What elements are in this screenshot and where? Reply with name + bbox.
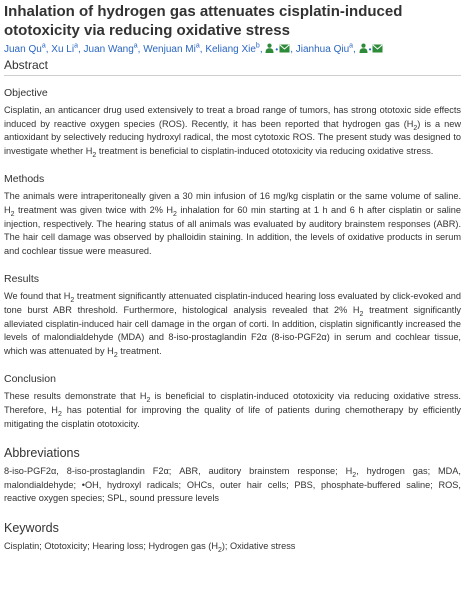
author-affiliation[interactable]: a [41,42,46,50]
author-6[interactable]: Jianhua Qiu$^a$, • [296,44,384,55]
results-text: We found that $H_2$ treatment significantly attenuated cisplatin-induced hearing loss evaluated by click-evoked and tone burst ABR threshold. Furthermore, histological analysis revealed that 2% $H_2$ treatment significantly alleviated cisplatin-induced hair cell damage in the organ of corti. In addition, cisplatin significantly increased the levels of malondialdehyde (MDA) and 8-iso-prostaglandin F2α (8-iso-PGF2α) in serum and cochlear tissue, which was attenuated by $H_2$ treatment. [4,291,461,359]
author-5[interactable]: Keliang Xie$^b$, • [205,44,290,55]
person-icon[interactable] [359,43,368,53]
author-affiliation[interactable]: a [74,42,78,50]
abstract-heading: Abstract [4,58,49,72]
objective-heading: Objective [4,87,48,99]
author-affiliation[interactable]: a [349,42,354,50]
abbreviations-text: 8-iso-PGF2α, 8-iso-prostaglandin F2α; ABR, auditory brainstem response; $H_2$, hydrogen gas; MDA, malondialdehyde; •OH, hydroxyl radicals; OHCs, outer hair cells; PBS, phosphate-buffered saline; ROS, reactive oxygen species; SPL, sound pressure levels [4,466,461,504]
author-2[interactable] [51,44,78,55]
author-name[interactable]: Wenjuan Mi [143,44,196,55]
author-name[interactable]: Jianhua Qiu [295,44,350,55]
person-icon[interactable] [265,43,274,53]
author-name[interactable]: Keliang Xie [205,44,256,55]
author-name[interactable]: Juan Wang [83,44,134,55]
author-name[interactable]: Juan Qu [4,44,42,55]
conclusion-heading: Conclusion [4,373,56,386]
methods-text: The animals were intraperitoneally given a 30 min infusion of 16 mg/kg cisplatin or the same volume of saline. $H_2$ treatment was given twice with 2% $H_2$ inhalation for 60 min starting at 1 h and 6 h after cisplatin or saline injection, respectively. The hearing status of all animals was evaluated by auditory brainstem responses (ABR). The hair cell damage was observed by phalloidin staining. In addition, the levels of oxidative products in serum and cochlear tissue were measured. [4,191,461,256]
conclusion-text: These results demonstrate that $H_2$ is beneficial to cisplatin-induced ototoxicity via reducing oxidative stress. Therefore, $H_2$ has potential for improving the quality of life of patients during chemotherapy by efficiently mitigating the cisplatin ototoxicity. [4,391,461,429]
author-affiliation[interactable]: b [255,42,260,50]
author-affiliation[interactable]: a [195,42,200,50]
results-heading: Results [4,273,40,286]
author-affiliation[interactable]: a [133,42,138,50]
section-divider [4,75,461,76]
author-name[interactable]: Xu Li [51,44,75,55]
envelope-icon[interactable] [372,44,383,53]
envelope-icon[interactable] [279,44,290,53]
author-3[interactable] [84,44,138,55]
author-list: Juan Qu$^a$, Xu Li$^a$, Juan Wang$^a$, Wenjuan Mi$^a$, Keliang Xie$^b$, • , Jianhua Qiu$^a$, • [4,43,461,57]
abbreviations-heading: Abbreviations [4,446,80,461]
author-4[interactable] [143,44,200,55]
keywords-text: Cisplatin; Ototoxicity; Hearing loss; Hydrogen gas $(H_2)$; Oxidative stress [4,540,296,554]
author-1[interactable] [4,44,46,55]
article-title: Inhalation of hydrogen gas attenuates cisplatin-induced ototoxicity via reducing oxidative stress [4,3,403,39]
keywords-heading: Keywords [4,520,59,535]
separator-dot: • [368,45,372,54]
objective-text: Cisplatin, an anticancer drug used extensively to treat a broad range of tumors, has strong ototoxic side effects induced by reactive oxygen species (ROS). Recently, it has been reported that hydrogen gas $(H_2)$ is a new antioxidant by selectively reducing hydroxyl radical, the most cytotoxic ROS. The present study was designed to investigate whether $H_2$ treatment is beneficial to cisplatin-induced ototoxicity via reducing oxidative stress. [4,105,461,159]
separator-dot: • [275,45,279,54]
methods-heading: Methods [4,173,45,186]
